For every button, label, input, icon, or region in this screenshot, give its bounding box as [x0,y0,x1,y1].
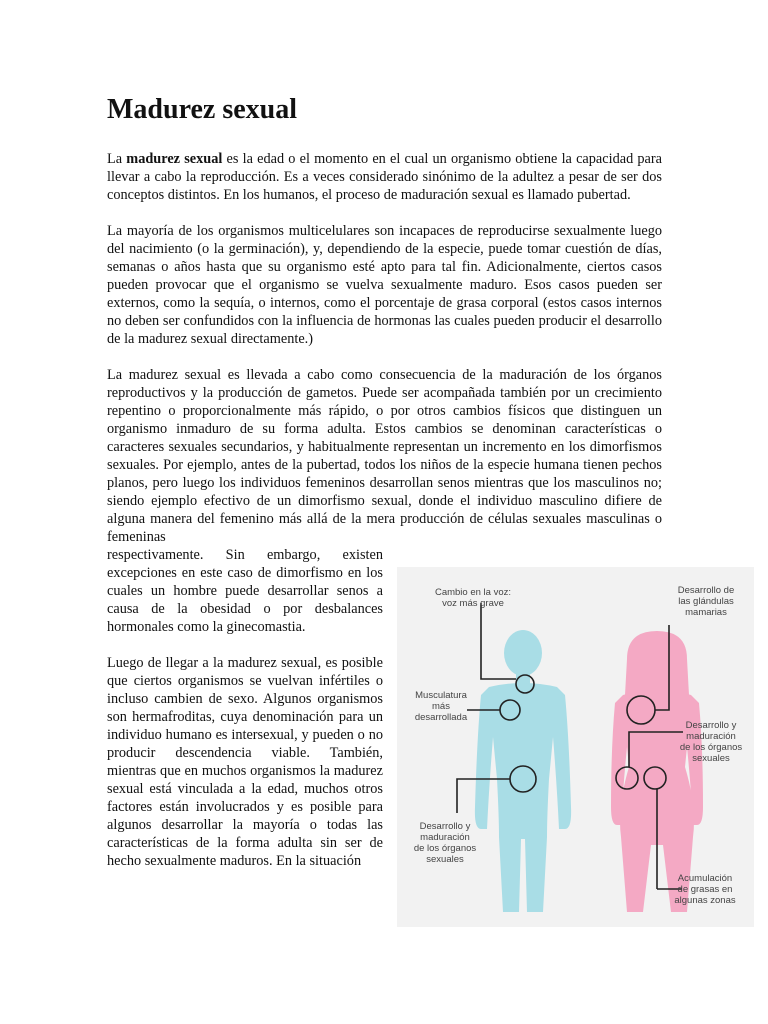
label-organos-femeninos: Desarrollo y maduración de los órganos sexuales [679,720,743,764]
p1-rest: es la edad o el momento en el cual un organismo obtiene la capacidad para llevar a cabo la reproducción. Es a veces considerado sinónimo de la adultez a pesar de ser dos conceptos distintos. En los humanos, el proceso de maduración sexual es llamado pubertad. [107,151,663,203]
label-glandulas: Desarrollo de las glándulas mamarias [677,585,735,618]
paragraph-1 [107,150,662,204]
label-grasas: Acumulación de grasas en algunas zonas [674,873,736,906]
label-musculatura: Musculatura más desarrollada [414,690,468,723]
p1-bold-term: madurez sexual [126,151,223,167]
label-voz: Cambio en la voz: voz más grave [434,587,512,609]
page-title: Madurez sexual [107,94,298,125]
body-changes-figure [397,567,754,927]
paragraph-3-full: La madurez sexual es llevada a cabo como consecuencia de la maduración de los órganos reproductivos y la producción de gametos. Puede ser acompañada también por un crecimiento repentino o proporcionalmente más rápido, o por otros cambios físicos que distinguen un organismo inmaduro de su forma adulta. Estos cambios se denominan características o caracteres sexuales secundarios, y habitualmente representan un incremento en los dimorfismos sexuales. Por ejemplo, antes de la pubertad, todos los niños de la especie humana tienen pechos planos, pero luego los individuos femeninos desarrollan senos mientras que los masculinos no; siendo ejemplo efectivo de un dimorfismo sexual, donde el individuo masculino difiere de alguna manera del femenino más allá de la mera producción de células sexuales masculinas o femeninas [107,367,662,545]
p1-lead: La [107,151,127,167]
paragraph-4: Luego de llegar a la madurez sexual, es posible que ciertos organismos se vuelvan infértiles o incluso cambien de sexo. Algunos organismos son hermafroditas, cuya denominación para un individuo humano es intersexual, y pueden o no producir descendencia viable. También, mientras que en muchos organismos la madurez sexual está vinculada a la edad, muchos otros factores están involucrados y es posible para algunos desarrollar la mayoría o todas las características de la forma adulta sin ser de hecho sexualmente maduros. En la situación [107,655,383,869]
male-silhouette [475,630,571,912]
paragraph-3 [107,366,662,546]
paragraph-2: La mayoría de los organismos multicelulares son incapaces de reproducirse sexualmente luego del nacimiento (o la germinación), y, dependiendo de la especie, puede tomar cuestión de días, semanas o años hasta que su organismo esté apto para tal fin. Adicionalmente, ciertos casos pueden provocar que el organismo se vuelva sexualmente maduro. Esos casos pueden ser externos, como la sequía, o internos, como el porcentaje de grasa corporal (estos casos internos no deben ser confundidos con la influencia de hormonas las cuales pueden producir el desarrollo de la madurez sexual directamente.) [107,223,662,347]
label-organos-masculinos: Desarrollo y maduración de los órganos sexuales [413,821,477,865]
paragraph-3-continued: respectivamente. Sin embargo, existen excepciones en este caso de dimorfismo en los cuales un hombre puede desarrollar senos a causa de la obesidad o por desbalances hormonales como la ginecomastia. [107,547,383,635]
